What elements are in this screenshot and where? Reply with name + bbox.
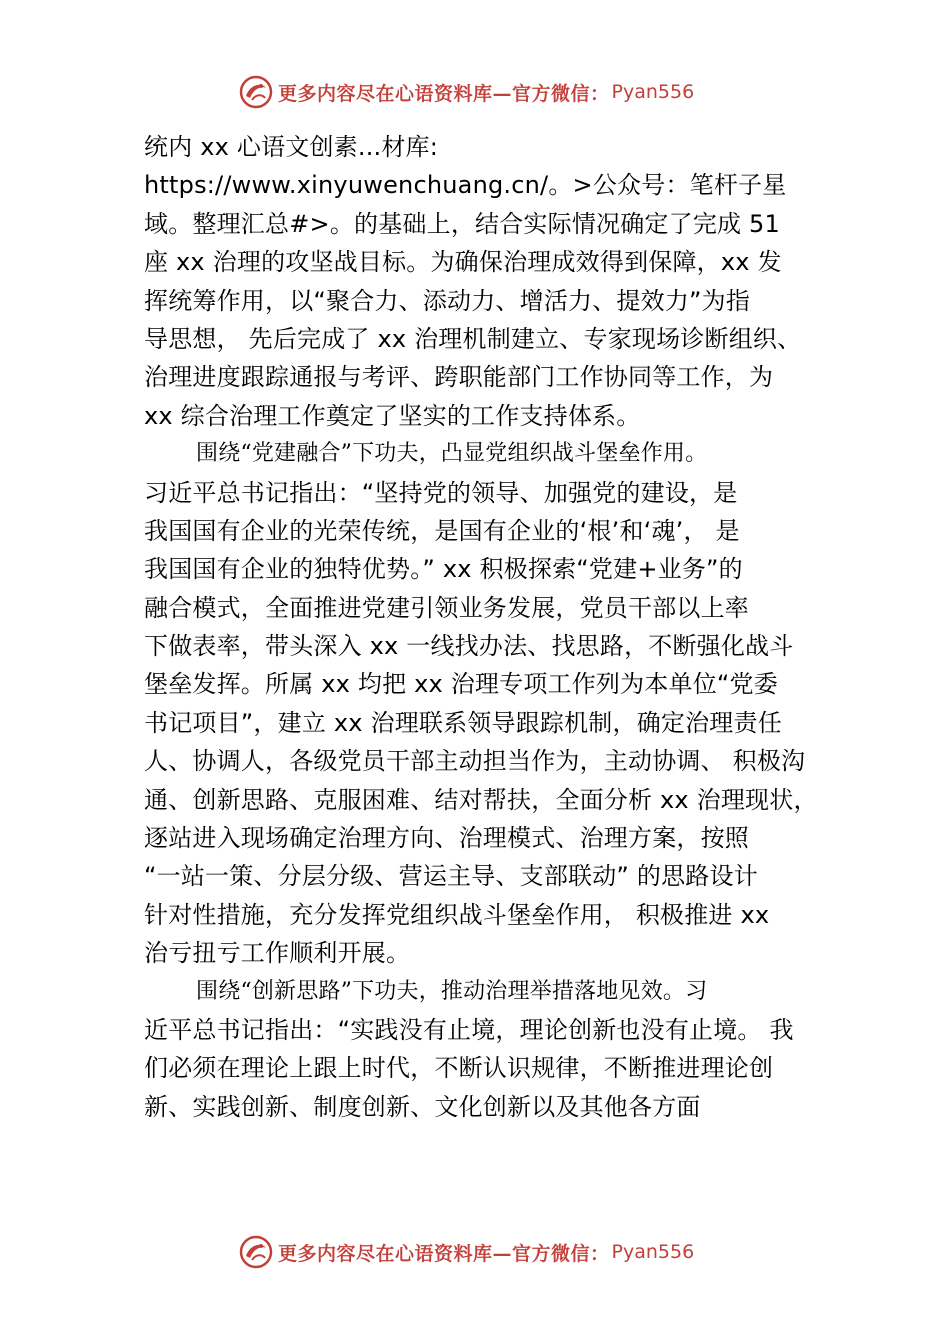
- text-line: 堡垒发挥。所属 xx 均把 xx 治理专项工作列为本单位“党委: [144, 670, 778, 699]
- text-line: xx 综合治理工作奠定了坚实的工作支持体系。: [144, 401, 641, 430]
- text-line: 通、创新思路、克服困难、结对帮扶，全面分析 xx 治理现状，: [144, 785, 818, 814]
- text-line: 针对性措施，充分发挥党组织战斗堡垒作用， 积极推进 xx: [144, 900, 770, 929]
- footer-banner-inner: [238, 1232, 694, 1272]
- header-wechat-id: Pyan556: [611, 81, 695, 103]
- footer-banner: [0, 1232, 950, 1272]
- text-line: https://www.xinyuwenchuang.cn/。>公众号：笔杆子星: [144, 171, 787, 200]
- text-line: 书记项目”，建立 xx 治理联系领导跟踪机制，确定治理责任: [144, 708, 782, 737]
- header-banner-text: 更多内容尽在心语资料库—官方微信：: [278, 82, 610, 105]
- text-line: 融合模式，全面推进党建引领业务发展，党员干部以上率: [144, 593, 749, 622]
- text-line: 我国国有企业的光荣传统，是国有企业的‘根’和‘魂’， 是: [144, 516, 740, 545]
- footer-wechat-id: Pyan556: [611, 1241, 695, 1263]
- text-line: 逐站进入现场确定治理方向、治理模式、治理方案，按照: [144, 824, 749, 853]
- text-line: 新、实践创新、制度创新、文化创新以及其他各方面: [144, 1092, 701, 1121]
- text-line: 治亏扭亏工作顺利开展。: [144, 939, 411, 968]
- text-line: 导思想， 先后完成了 xx 治理机制建立、专家现场诊断组织、: [144, 324, 802, 353]
- text-line: 近平总书记指出：“实践没有止境，理论创新也没有止境。 我: [144, 1015, 794, 1044]
- text-line: 统内 xx 心语文创素...材库:: [144, 133, 439, 161]
- header-banner-inner: [238, 72, 694, 112]
- text-line: 座 xx 治理的攻坚战目标。为确保治理成效得到保障，xx 发: [144, 248, 782, 277]
- brush-swirl-logo-icon: [238, 74, 274, 110]
- text-line: 我国国有企业的独特优势。” xx 积极探索“党建+业务”的: [144, 555, 743, 584]
- footer-banner-text: 更多内容尽在心语资料库—官方微信：: [278, 1242, 610, 1265]
- brush-swirl-logo-icon: [238, 1234, 274, 1270]
- text-line: 挥统筹作用，以“聚合力、添动力、增活力、提效力”为指: [144, 286, 751, 315]
- text-line: 域。整理汇总#>。的基础上，结合实际情况确定了完成 51: [144, 209, 780, 238]
- paragraph-heading-party-building: 围绕“党建融合”下功夫，凸显党组织战斗堡垒作用。: [196, 441, 708, 467]
- text-line: 人、协调人，各级党员干部主动担当作为，主动协调、 积极沟: [144, 747, 806, 776]
- text-line: 治理进度跟踪通报与考评、跨职能部门工作协同等工作，为: [144, 363, 774, 392]
- text-line: 习近平总书记指出：“坚持党的领导、加强党的建设，是: [144, 478, 738, 507]
- text-line: “一站一策、分层分级、营运主导、支部联动” 的思路设计: [144, 862, 758, 891]
- text-line: 下做表率，带头深入 xx 一线找办法、找思路，不断强化战斗: [144, 632, 794, 661]
- text-line: 们必须在理论上跟上时代，不断认识规律，不断推进理论创: [144, 1054, 774, 1083]
- document-body: [144, 128, 834, 1126]
- header-banner: [0, 72, 950, 112]
- paragraph-heading-innovation: 围绕“创新思路”下功夫，推动治理举措落地见效。习: [196, 978, 708, 1004]
